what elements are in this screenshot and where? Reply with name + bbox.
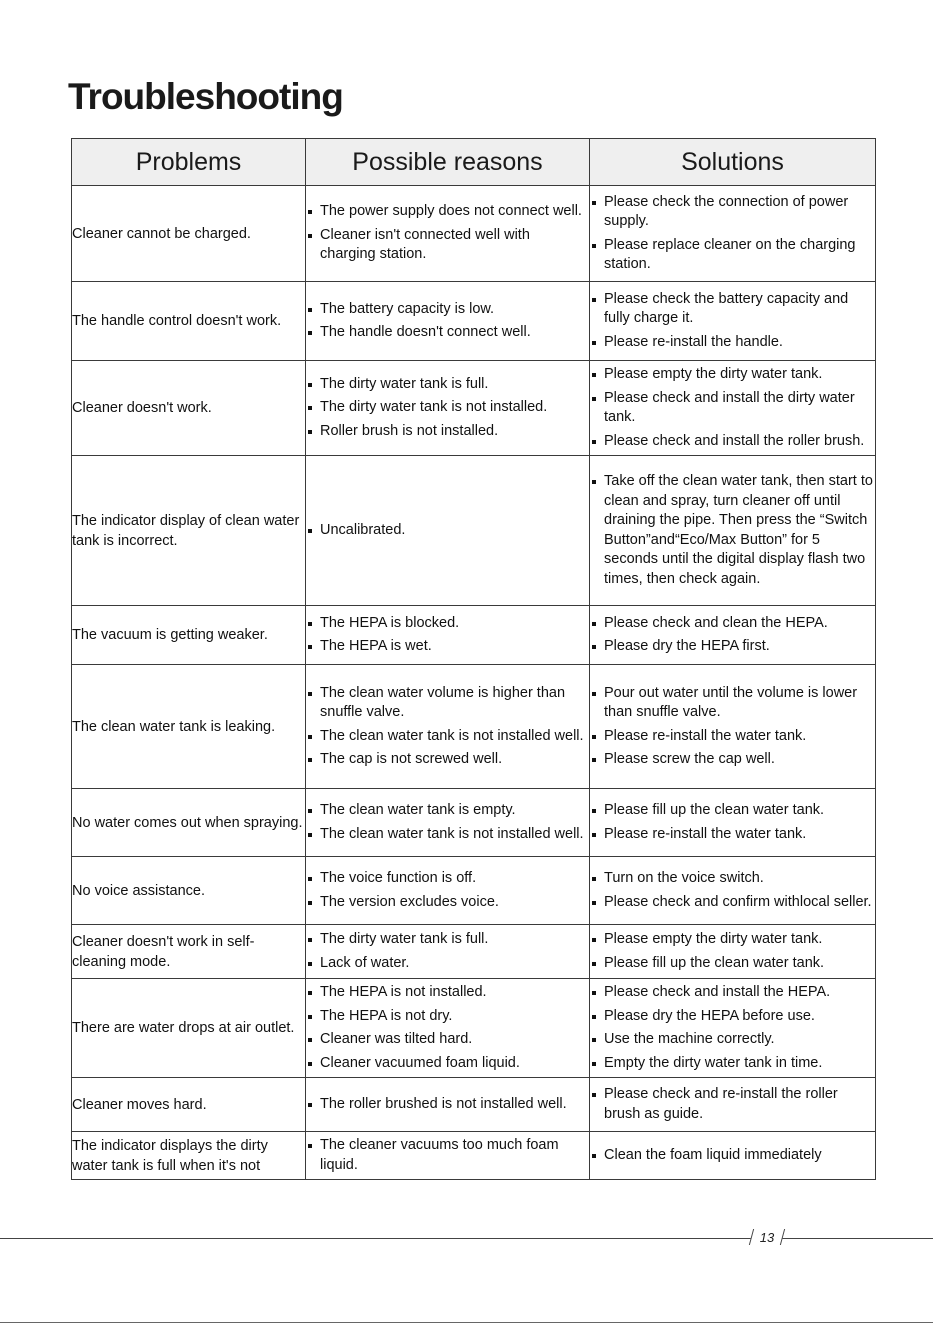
solutions-cell bbox=[590, 1132, 876, 1180]
solution-item: Empty the dirty water tank in time. bbox=[590, 1054, 875, 1074]
header-possible-reasons: Possible reasons bbox=[306, 139, 590, 186]
solution-item: Please check and install the HEPA. bbox=[590, 983, 875, 1003]
solutions-list bbox=[590, 1085, 875, 1124]
solution-item: Use the machine correctly. bbox=[590, 1030, 875, 1050]
solutions-cell bbox=[590, 665, 876, 789]
reasons-cell bbox=[306, 606, 590, 665]
table-row bbox=[72, 857, 876, 925]
reason-item: The HEPA is not installed. bbox=[306, 983, 589, 1003]
page-number-box bbox=[749, 1229, 785, 1245]
table-row bbox=[72, 789, 876, 857]
problem-cell: No voice assistance. bbox=[72, 857, 306, 925]
problem-cell: Cleaner doesn't work. bbox=[72, 361, 306, 456]
reasons-list bbox=[306, 614, 589, 657]
header-problems: Problems bbox=[72, 139, 306, 186]
solution-item: Turn on the voice switch. bbox=[590, 869, 875, 889]
table-row bbox=[72, 456, 876, 606]
solution-item: Please re-install the handle. bbox=[590, 333, 875, 353]
problem-cell: Cleaner cannot be charged. bbox=[72, 186, 306, 282]
reason-item: The clean water tank is not installed well. bbox=[306, 727, 589, 747]
reason-item: The version excludes voice. bbox=[306, 893, 589, 913]
solutions-cell bbox=[590, 1078, 876, 1132]
reason-item: The dirty water tank is full. bbox=[306, 930, 589, 950]
solutions-list bbox=[590, 472, 875, 589]
header-solutions: Solutions bbox=[590, 139, 876, 186]
reason-item: The HEPA is not dry. bbox=[306, 1007, 589, 1027]
solution-item: Please fill up the clean water tank. bbox=[590, 954, 875, 974]
solutions-list bbox=[590, 193, 875, 275]
solutions-list bbox=[590, 684, 875, 770]
bottom-rule bbox=[0, 1322, 933, 1323]
reasons-cell bbox=[306, 186, 590, 282]
solution-item: Please dry the HEPA first. bbox=[590, 637, 875, 657]
solutions-cell bbox=[590, 361, 876, 456]
solutions-list bbox=[590, 869, 875, 912]
reasons-cell bbox=[306, 361, 590, 456]
table-row bbox=[72, 1132, 876, 1180]
solutions-cell bbox=[590, 456, 876, 606]
table-row bbox=[72, 186, 876, 282]
solutions-list bbox=[590, 930, 875, 973]
reason-item: The cap is not screwed well. bbox=[306, 750, 589, 770]
reasons-list bbox=[306, 375, 589, 442]
reasons-list bbox=[306, 684, 589, 770]
reason-item: The clean water volume is higher than snuffle valve. bbox=[306, 684, 589, 723]
solution-item: Please empty the dirty water tank. bbox=[590, 930, 875, 950]
solution-item: Take off the clean water tank, then start to clean and spray, turn cleaner off until draining the pipe. Then press the “Switch Button”and“Eco/Max Button” for 5 seconds until the digital display flash two times, then check again. bbox=[590, 472, 875, 589]
solution-item: Please check and confirm withlocal seller. bbox=[590, 893, 875, 913]
solutions-cell bbox=[590, 606, 876, 665]
solution-item: Clean the foam liquid immediately bbox=[590, 1146, 875, 1166]
reason-item: The battery capacity is low. bbox=[306, 300, 589, 320]
reason-item: The clean water tank is not installed well. bbox=[306, 825, 589, 845]
solution-item: Please re-install the water tank. bbox=[590, 727, 875, 747]
reason-item: The clean water tank is empty. bbox=[306, 801, 589, 821]
problem-cell: Cleaner doesn't work in self-cleaning mode. bbox=[72, 925, 306, 979]
reason-item: Uncalibrated. bbox=[306, 521, 589, 541]
reason-item: Cleaner vacuumed foam liquid. bbox=[306, 1054, 589, 1074]
reasons-list bbox=[306, 983, 589, 1073]
reasons-cell bbox=[306, 925, 590, 979]
table-body bbox=[72, 186, 876, 1180]
solutions-cell bbox=[590, 282, 876, 361]
solutions-list bbox=[590, 365, 875, 451]
reasons-cell bbox=[306, 979, 590, 1078]
problem-cell: The indicator displays the dirty water tank is full when it's not bbox=[72, 1132, 306, 1180]
reasons-list bbox=[306, 1136, 589, 1175]
solution-item: Please check and re-install the roller brush as guide. bbox=[590, 1085, 875, 1124]
solution-item: Please check the connection of power supply. bbox=[590, 193, 875, 232]
solutions-list bbox=[590, 290, 875, 353]
reasons-cell bbox=[306, 857, 590, 925]
footer-rule bbox=[0, 1238, 933, 1239]
reason-item: The cleaner vacuums too much foam liquid. bbox=[306, 1136, 589, 1175]
table-header-row bbox=[72, 139, 876, 186]
reasons-cell bbox=[306, 282, 590, 361]
solutions-cell bbox=[590, 925, 876, 979]
solution-item: Please check the battery capacity and fully charge it. bbox=[590, 290, 875, 329]
solution-item: Pour out water until the volume is lower than snuffle valve. bbox=[590, 684, 875, 723]
reason-item: The dirty water tank is not installed. bbox=[306, 398, 589, 418]
solution-item: Please dry the HEPA before use. bbox=[590, 1007, 875, 1027]
solution-item: Please fill up the clean water tank. bbox=[590, 801, 875, 821]
table-row bbox=[72, 1078, 876, 1132]
page-title: Troubleshooting bbox=[68, 76, 343, 117]
reason-item: The HEPA is wet. bbox=[306, 637, 589, 657]
reasons-list bbox=[306, 801, 589, 844]
reasons-cell bbox=[306, 1078, 590, 1132]
solution-item: Please check and install the dirty water tank. bbox=[590, 389, 875, 428]
table-row bbox=[72, 979, 876, 1078]
solutions-cell bbox=[590, 186, 876, 282]
reasons-list bbox=[306, 1095, 589, 1115]
reasons-list bbox=[306, 521, 589, 541]
solutions-cell bbox=[590, 857, 876, 925]
problem-cell: The handle control doesn't work. bbox=[72, 282, 306, 361]
reason-item: The HEPA is blocked. bbox=[306, 614, 589, 634]
reason-item: Lack of water. bbox=[306, 954, 589, 974]
solution-item: Please check and install the roller brush. bbox=[590, 432, 875, 452]
problem-cell: The indicator display of clean water tank is incorrect. bbox=[72, 456, 306, 606]
reasons-list bbox=[306, 202, 589, 265]
solutions-cell bbox=[590, 979, 876, 1078]
table-row bbox=[72, 925, 876, 979]
reasons-cell bbox=[306, 665, 590, 789]
solution-item: Please screw the cap well. bbox=[590, 750, 875, 770]
reasons-cell bbox=[306, 456, 590, 606]
solution-item: Please empty the dirty water tank. bbox=[590, 365, 875, 385]
page-number: 13 bbox=[759, 1230, 774, 1245]
problem-cell: The vacuum is getting weaker. bbox=[72, 606, 306, 665]
table-row bbox=[72, 606, 876, 665]
reasons-list bbox=[306, 300, 589, 343]
solutions-list bbox=[590, 801, 875, 844]
reasons-list bbox=[306, 930, 589, 973]
table-row bbox=[72, 361, 876, 456]
solutions-cell bbox=[590, 789, 876, 857]
table-row bbox=[72, 282, 876, 361]
solution-item: Please replace cleaner on the charging station. bbox=[590, 236, 875, 275]
problem-cell: The clean water tank is leaking. bbox=[72, 665, 306, 789]
troubleshooting-table bbox=[71, 138, 876, 1180]
reason-item: The handle doesn't connect well. bbox=[306, 323, 589, 343]
reason-item: Cleaner isn't connected well with charging station. bbox=[306, 226, 589, 265]
reason-item: The roller brushed is not installed well. bbox=[306, 1095, 589, 1115]
problem-cell: Cleaner moves hard. bbox=[72, 1078, 306, 1132]
problem-cell: No water comes out when spraying. bbox=[72, 789, 306, 857]
solutions-list bbox=[590, 614, 875, 657]
reason-item: The voice function is off. bbox=[306, 869, 589, 889]
reason-item: The dirty water tank is full. bbox=[306, 375, 589, 395]
reason-item: Roller brush is not installed. bbox=[306, 422, 589, 442]
solutions-list bbox=[590, 983, 875, 1073]
solutions-list bbox=[590, 1146, 875, 1166]
reasons-list bbox=[306, 869, 589, 912]
reason-item: The power supply does not connect well. bbox=[306, 202, 589, 222]
reasons-cell bbox=[306, 1132, 590, 1180]
solution-item: Please check and clean the HEPA. bbox=[590, 614, 875, 634]
reasons-cell bbox=[306, 789, 590, 857]
problem-cell: There are water drops at air outlet. bbox=[72, 979, 306, 1078]
solution-item: Please re-install the water tank. bbox=[590, 825, 875, 845]
table-row bbox=[72, 665, 876, 789]
reason-item: Cleaner was tilted hard. bbox=[306, 1030, 589, 1050]
